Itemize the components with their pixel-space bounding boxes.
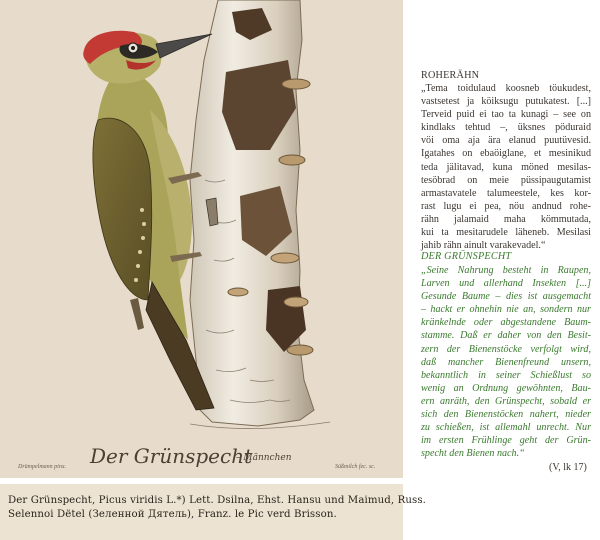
text-line: zern der Bienenstöcke verfolgt wird, [421, 343, 591, 355]
woodpecker-beak [156, 34, 212, 58]
plate-caption-sub: – Männchen [236, 453, 292, 463]
plate-caption: Der Grünspecht [90, 444, 253, 468]
text-line: tesöbrad on meie püssipaugutamist [421, 174, 591, 186]
woodpecker-foot [130, 298, 144, 330]
text-line: – hackt er ohnehin nie an, sondern nur [421, 304, 591, 316]
bracket-fungus [279, 155, 305, 165]
text-line: ern anräth, den Grünspecht, sobald er [421, 395, 591, 407]
plate-signature-right: Süßmilch fec. sc. [335, 464, 376, 470]
plate-signature-left: Drümpelmann pinx. [18, 464, 66, 470]
german-paragraph [421, 264, 591, 460]
text-line: rähn jalamaid maha kömmutada, [421, 213, 591, 225]
text-line: vöi oma aja ära elanud puutüvesid. [421, 135, 591, 147]
text-line: kränkelnde oder abgestandene Baum- [421, 317, 591, 329]
text-line: jahib rähn ainult varakevadel.“ [421, 240, 546, 252]
text-line: bekanntlich in seiner Schießlust so [421, 369, 591, 381]
text-line: kui ta mesitarudele läheneb. Mesilasi [421, 227, 591, 239]
species-label-text [8, 494, 427, 522]
text-line: Igatahes on ebaöiglane, et mesinikud [421, 148, 591, 160]
estonian-heading: ROHERÄHN [421, 70, 480, 81]
text-line: stamme. Daß er daher von den Besit- [421, 330, 591, 342]
text-line: im ersten Frühlinge geht der Grün- [421, 435, 591, 447]
text-line: sich den Bienenstöcken nahert, nieder [421, 409, 591, 421]
text-line: teda jälitavad, kuna möned mesilas- [421, 161, 591, 173]
text-line: wenig an Ordnung gewöhnten, Bau- [421, 382, 591, 394]
text-line: „Seine Nahrung besteht in Raupen, [421, 265, 591, 276]
estonian-paragraph [421, 82, 591, 252]
species-label-line: Selennoi Dëtel (Зеленной Дятель), Franz. le Pic verd Brisson. [8, 509, 337, 520]
bracket-fungus [282, 79, 310, 89]
text-line: zu schießen, ist allemahl unrecht. Nur [421, 422, 591, 434]
bracket-fungus [228, 288, 248, 296]
species-label-line: Der Grünspecht, Picus viridis L.*) Lett. Dsilna, Ehst. Hansu und Maimud, Russ. [8, 495, 427, 506]
text-line: Larven und allerhand Insekten [...] [421, 278, 591, 290]
text-line: specht den Bienen nach.“ [421, 448, 525, 460]
bracket-fungus [287, 345, 313, 355]
species-label-strip [0, 484, 427, 540]
text-line: Gesunde Baume – dies ist ausgemacht [421, 291, 591, 303]
text-line: „Tema toidulaud koosneb töukudest, [421, 83, 591, 94]
source-reference: (V, lk 17) [549, 462, 587, 473]
text-line: armastavatele talumeestele, kes kor- [421, 187, 591, 199]
text-line: vastsetest ja köiksugu putukatest. [...] [421, 96, 591, 108]
text-line: daß mancher Bienenfreund unsern, [421, 356, 591, 368]
german-heading: DER GRÜNSPECHT [421, 251, 512, 262]
text-line: Terveid puid ei tao ta kunagi – see on [421, 109, 591, 121]
text-line: kindlaks tehtud –, üksnes pöduraid [421, 122, 591, 134]
bracket-fungus [284, 297, 308, 307]
bracket-fungus [271, 253, 299, 263]
text-line: rast lugu ei pea, nöu andnud rohe- [421, 200, 591, 212]
